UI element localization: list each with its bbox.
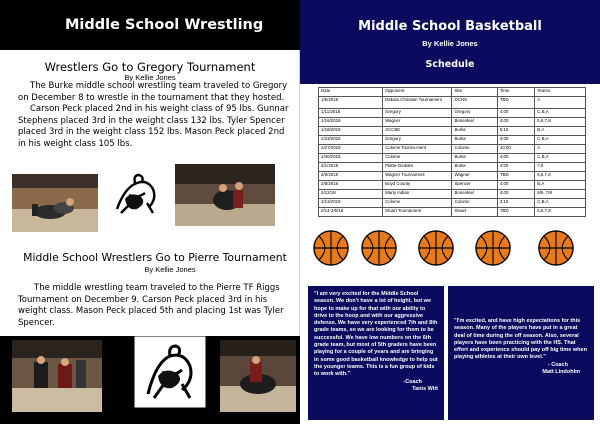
basketball-page	[300, 0, 600, 424]
basketball-header	[300, 0, 600, 84]
article1-paragraph-2: Carson Peck placed 2nd in his weight class of 95 lbs. Gunnar Stephens placed 3rd in the weight class 132 lbs. Tyler Spencer placed 3rd in the weight class 152 lbs. Mason Peck placed 2nd in his weight class 105 lbs.	[18, 104, 289, 149]
basketball-icon	[537, 229, 575, 267]
article1-title: Wrestlers Go to Gregory Tournament	[44, 60, 256, 74]
schedule-cell-time: 4:00	[497, 190, 534, 199]
schedule-cell-teams: C,B,A	[535, 154, 586, 163]
schedule-cell-opponent: Colome Tourna-ment	[383, 145, 452, 154]
schedule-cell-site: Wagner	[452, 172, 497, 181]
schedule-cell-opponent: Gregory	[383, 109, 452, 118]
schedule-row	[319, 97, 586, 109]
schedule-row	[319, 127, 586, 136]
schedule-cell-teams: 5,6,7,8	[535, 172, 586, 181]
basketball-icon	[417, 229, 455, 267]
schedule-cell-site: Bonesteel	[452, 190, 497, 199]
schedule-row	[319, 118, 586, 127]
schedule-cell-opponent: Gregory	[383, 136, 452, 145]
schedule-header-time: Time	[497, 88, 534, 97]
article1-paragraph-1: The Burke middle school wrestling team traveled to Gregory on December 8 to wrestle in the tournament that they hosted.	[18, 81, 288, 103]
schedule-cell-teams: B,A	[535, 181, 586, 190]
article1-body	[18, 81, 290, 150]
wrestling-photo-2	[175, 164, 275, 226]
schedule-cell-site: Spencer	[452, 181, 497, 190]
schedule-cell-teams: C,B,A	[535, 136, 586, 145]
schedule-row	[319, 172, 586, 181]
schedule-cell-teams: 5,6,7,8	[535, 208, 586, 217]
schedule-row	[319, 163, 586, 172]
schedule-cell-date: 2/14-2/5/18	[319, 208, 383, 217]
schedule-cell-teams: C,B,A	[535, 199, 586, 208]
schedule-cell-date: 1/30/2018	[319, 154, 383, 163]
schedule-cell-date: 1/6/2018	[319, 97, 383, 109]
wrestling-clipart	[107, 169, 165, 219]
article2-byline: By Kellie Jones	[144, 265, 196, 274]
schedule-cell-opponent: Dakota Christian Tournament	[383, 97, 452, 109]
schedule-cell-date: 2/1/2018	[319, 163, 383, 172]
schedule-cell-time: 10:00	[497, 145, 534, 154]
schedule-cell-opponent: Wagner	[383, 118, 452, 127]
schedule-cell-time: 4:00	[497, 181, 534, 190]
coach-quote-2-role: - Coach	[547, 361, 568, 368]
schedule-row	[319, 181, 586, 190]
schedule-row	[319, 154, 586, 163]
article2-title: Middle School Wrestlers Go to Pierre Tournament	[23, 251, 287, 264]
schedule-cell-date: 2/12/18	[319, 190, 383, 199]
schedule-cell-teams: A	[535, 145, 586, 154]
schedule-cell-opponent: SCCBE	[383, 127, 452, 136]
schedule-cell-date: 1/16/2018	[319, 118, 383, 127]
schedule-cell-time: TBD	[497, 208, 534, 217]
schedule-body	[319, 97, 586, 217]
wrestling-photo-1-image	[12, 174, 98, 232]
schedule-row	[319, 208, 586, 217]
schedule-cell-site: Burke	[452, 154, 497, 163]
coach-quote-1-text: "I am very excited for the Middle School season. We don't have a lot of height, but we hope to make up for that with our ability to drive to the hoop and with our aggressive defense. We have very experienced 7th and 8th grade teams, so we are looking for them to be successful. We have low numbers on the 6th grade team, but most of 5th graders have been playing for a couple of years and are bringing in some good basketball knowledge to help out the younger teams. This is a fun group of kids to work with."	[314, 291, 438, 378]
schedule-cell-time: 4:00	[497, 163, 534, 172]
schedule-row	[319, 199, 586, 208]
schedule-cell-teams: 5,6,7,8	[535, 118, 586, 127]
wrestling-header	[0, 0, 300, 50]
schedule-cell-time: 4:00	[497, 136, 534, 145]
schedule-cell-time: 4:00	[497, 109, 534, 118]
schedule-cell-time: TBD	[497, 172, 534, 181]
basketball-byline: By Kellie Jones	[422, 39, 478, 48]
schedule-cell-opponent: Colome	[383, 199, 452, 208]
schedule-cell-opponent: Colome	[383, 154, 452, 163]
schedule-row	[319, 190, 586, 199]
schedule-cell-time: 4:00	[497, 154, 534, 163]
schedule-header-opponent: Opponent	[383, 88, 452, 97]
wrestlers-clipart-icon	[107, 169, 165, 219]
schedule-cell-date: 2/13/2018	[319, 199, 383, 208]
schedule-cell-date: 1/11/2018	[319, 109, 383, 118]
basketball-icon	[360, 229, 398, 267]
schedule-cell-date: 2/8/2018	[319, 181, 383, 190]
coach-quote-2-text: "I'm excited, and have high expectations for this season. Many of the players have put in a great deal of time during the off season. Also, several players have been practicing with the HS. That effort and experience should pay off big time when playing athletes at their own level."	[454, 318, 587, 361]
schedule-cell-time: 5:15	[497, 127, 534, 136]
schedule-cell-site: Bonesteel	[452, 118, 497, 127]
schedule-cell-time: 3:15	[497, 199, 534, 208]
schedule-header-teams: Teams	[535, 88, 586, 97]
schedule-cell-time: 4:00	[497, 118, 534, 127]
basketball-header-title: Middle School Basketball	[358, 19, 542, 34]
schedule-cell-site: Colome	[452, 199, 497, 208]
schedule-cell-teams: 5/6, 7/8	[535, 190, 586, 199]
article2-body	[18, 283, 286, 329]
schedule-cell-site: Burke	[452, 136, 497, 145]
schedule-cell-time: TBD	[497, 97, 534, 109]
schedule-cell-teams: B,A	[535, 127, 586, 136]
schedule-cell-teams: C,B,A	[535, 109, 586, 118]
schedule-cell-site: Burke	[452, 163, 497, 172]
wrestlers-clipart-2-icon	[134, 336, 206, 408]
schedule-cell-teams: 7,8	[535, 163, 586, 172]
schedule-cell-site: Colome	[452, 145, 497, 154]
wrestling-photo-4	[220, 340, 296, 412]
schedule-cell-date: 1/27/2018	[319, 145, 383, 154]
coach-quote-1-name: Tanis Witt	[412, 385, 438, 392]
schedule-cell-site: Stuart	[452, 208, 497, 217]
basketball-icon	[312, 229, 350, 267]
schedule-cell-opponent: Platte-Geddes	[383, 163, 452, 172]
schedule-cell-site: Gregory	[452, 109, 497, 118]
schedule-header-date: Date	[319, 88, 383, 97]
schedule-cell-site: DCHS	[452, 97, 497, 109]
coach-quote-2-name: Matt Lindohlm	[542, 369, 580, 376]
schedule-heading: Schedule	[425, 59, 475, 70]
schedule-header-site: Site	[452, 88, 497, 97]
coach-quote-1	[308, 286, 444, 420]
schedule-row	[319, 109, 586, 118]
schedule-table	[318, 87, 586, 217]
schedule-cell-teams: A	[535, 97, 586, 109]
wrestling-photo-3-image	[12, 340, 102, 412]
coach-quote-2	[448, 286, 594, 420]
schedule-cell-date: 1/23/2018	[319, 136, 383, 145]
wrestling-header-title: Middle School Wrestling	[65, 17, 264, 33]
wrestling-photo-2-image	[175, 164, 275, 226]
wrestling-photo-4-image	[220, 340, 296, 412]
coach-quote-1-role: -Coach	[403, 378, 422, 385]
article2-paragraph-1: The middle wrestling team traveled to the Pierre TF Riggs Tournament on December 9. Carson Peck placed 3rd in his weight class. Mason Peck placed 5th and placing 1st was Tyler Spencer.	[18, 283, 284, 328]
article1-byline: By Kellie Jones	[124, 73, 176, 82]
schedule-header-row	[319, 88, 586, 97]
schedule-cell-opponent: Boyd County	[383, 181, 452, 190]
wrestling-photo-1	[12, 174, 98, 232]
basketball-icon	[474, 229, 512, 267]
schedule-cell-site: Burke	[452, 127, 497, 136]
schedule-cell-opponent: Wagner Tournament	[383, 172, 452, 181]
schedule-cell-date: 1/18/2018	[319, 127, 383, 136]
wrestling-clipart-2	[134, 336, 206, 408]
schedule-row	[319, 136, 586, 145]
schedule-row	[319, 145, 586, 154]
schedule-cell-date: 2/5/2018	[319, 172, 383, 181]
schedule-cell-opponent: Stuart Tournament	[383, 208, 452, 217]
schedule-cell-opponent: Marty Indian	[383, 190, 452, 199]
wrestling-photo-3	[12, 340, 102, 412]
